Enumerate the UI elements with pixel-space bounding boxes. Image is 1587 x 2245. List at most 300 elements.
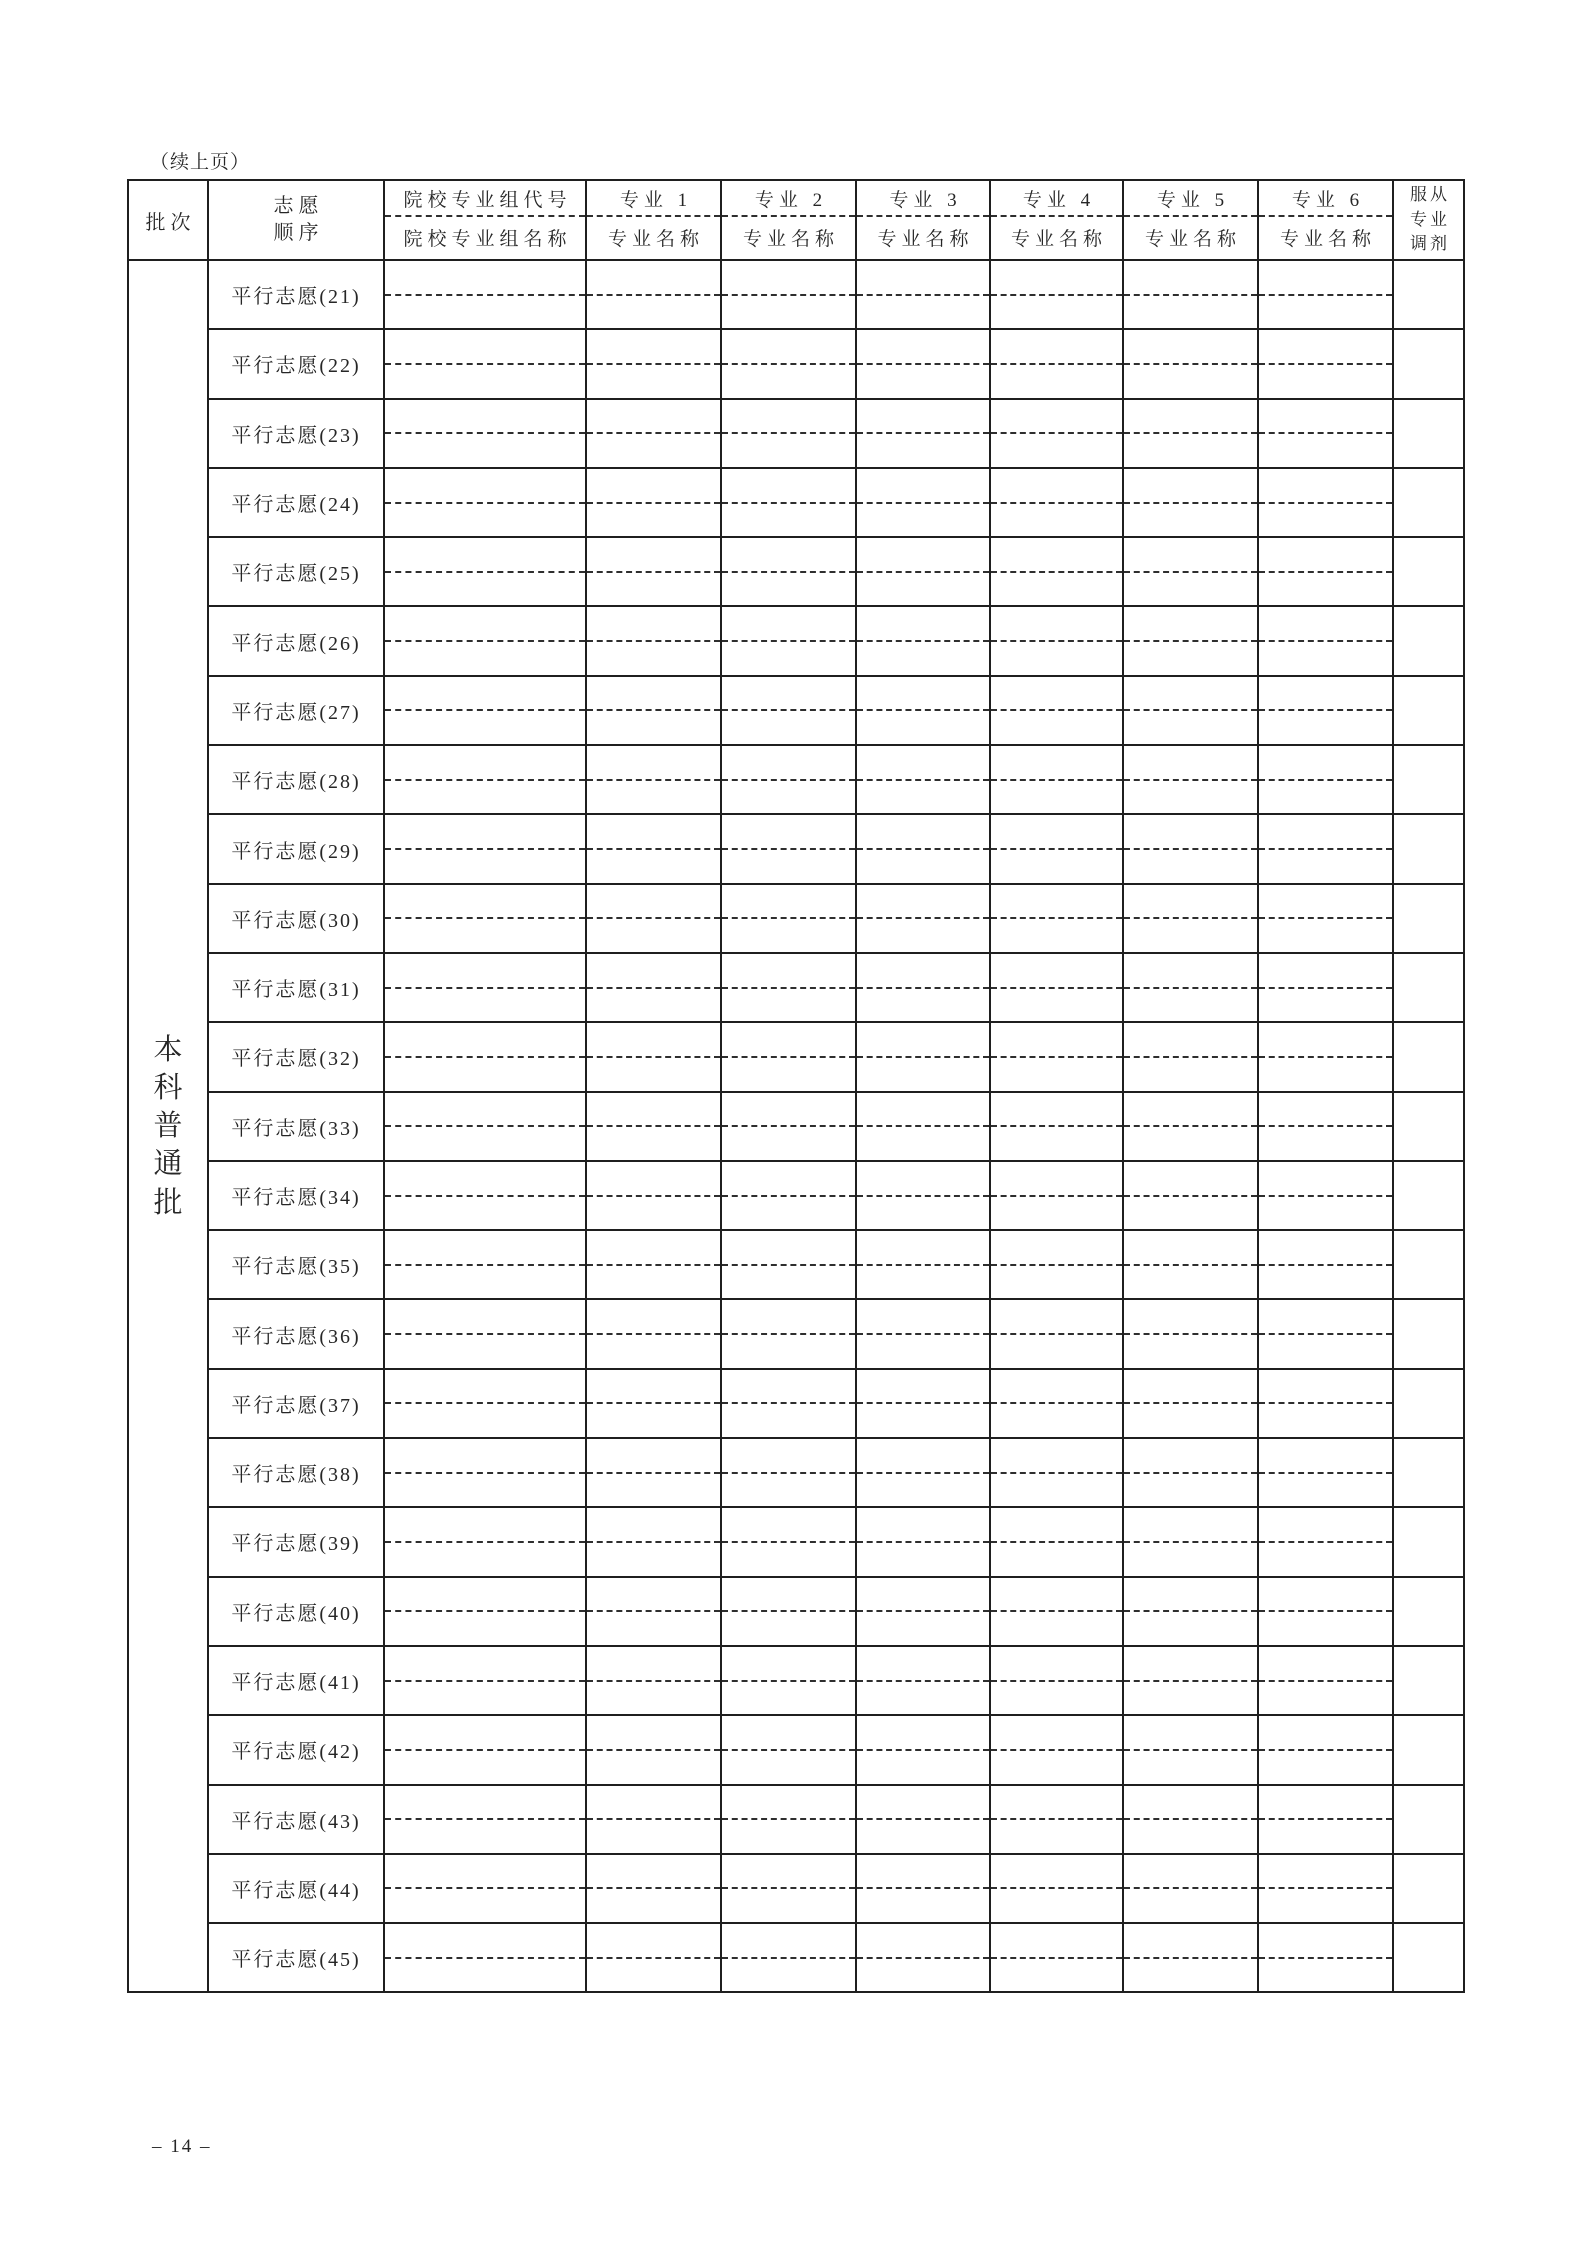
group-fill-cell	[384, 953, 586, 1022]
major-3-fill-cell	[856, 1369, 990, 1438]
fill-in-line	[587, 917, 720, 919]
fill-in-line	[1259, 1333, 1392, 1335]
fill-in-line	[991, 363, 1122, 365]
fill-in-line	[991, 1749, 1122, 1751]
table-row	[128, 468, 1464, 537]
major-5-fill-cell	[1123, 1022, 1258, 1091]
major-6-fill-cell	[1258, 676, 1393, 745]
fill-in-line	[857, 432, 989, 434]
fill-in-line	[991, 571, 1122, 573]
fill-in-line	[991, 987, 1122, 989]
adjust-fill-cell	[1393, 537, 1464, 606]
volunteer-table	[127, 179, 1465, 1993]
fill-in-line	[722, 1264, 855, 1266]
major-1-fill-cell	[586, 953, 721, 1022]
group-fill-cell	[384, 537, 586, 606]
major-2-fill-cell	[721, 884, 856, 953]
fill-in-line	[385, 640, 585, 642]
major-1-fill-cell	[586, 1230, 721, 1299]
fill-in-line	[857, 1125, 989, 1127]
table-row	[128, 329, 1464, 398]
adjust-fill-cell	[1393, 1785, 1464, 1854]
row-label: 平行志愿(37)	[208, 1369, 384, 1438]
adjust-fill-cell	[1393, 468, 1464, 537]
major-5-fill-cell	[1123, 1369, 1258, 1438]
fill-in-line	[385, 1056, 585, 1058]
major-5-fill-cell	[1123, 1299, 1258, 1368]
major-4-fill-cell	[990, 676, 1123, 745]
major-5-fill-cell	[1123, 1785, 1258, 1854]
fill-in-line	[1124, 848, 1257, 850]
fill-in-line	[1259, 1610, 1392, 1612]
major-1-fill-cell	[586, 1161, 721, 1230]
group-fill-cell	[384, 1230, 586, 1299]
major-3-fill-cell	[856, 1715, 990, 1784]
fill-in-line	[1124, 1957, 1257, 1959]
major-4-fill-cell	[990, 1507, 1123, 1576]
fill-in-line	[722, 363, 855, 365]
group-fill-cell	[384, 260, 586, 329]
page-number: – 14 –	[152, 2136, 212, 2157]
major-6-fill-cell	[1258, 953, 1393, 1022]
major-4-fill-cell	[990, 606, 1123, 675]
fill-in-line	[1259, 987, 1392, 989]
fill-in-line	[1124, 640, 1257, 642]
fill-in-line	[857, 1472, 989, 1474]
header-major	[721, 180, 856, 260]
adjust-fill-cell	[1393, 1715, 1464, 1784]
major-4-fill-cell	[990, 468, 1123, 537]
fill-in-line	[991, 1264, 1122, 1266]
fill-in-line	[722, 1749, 855, 1751]
row-label: 平行志愿(29)	[208, 814, 384, 883]
major-6-fill-cell	[1258, 1299, 1393, 1368]
fill-in-line	[385, 1333, 585, 1335]
major-3-fill-cell	[856, 399, 990, 468]
fill-in-line	[385, 363, 585, 365]
major-2-fill-cell	[721, 676, 856, 745]
major-4-fill-cell	[990, 399, 1123, 468]
fill-in-line	[587, 1887, 720, 1889]
row-label: 平行志愿(32)	[208, 1022, 384, 1091]
batch-cell	[128, 260, 208, 1992]
table-row	[128, 1646, 1464, 1715]
fill-in-line	[722, 779, 855, 781]
fill-in-line	[587, 1541, 720, 1543]
major-1-fill-cell	[586, 1923, 721, 1992]
header-major	[1123, 180, 1258, 260]
group-fill-cell	[384, 1646, 586, 1715]
fill-in-line	[991, 1887, 1122, 1889]
fill-in-line	[1124, 917, 1257, 919]
major-3-fill-cell	[856, 814, 990, 883]
major-3-fill-cell	[856, 1299, 990, 1368]
major-1-fill-cell	[586, 1646, 721, 1715]
fill-in-line	[722, 709, 855, 711]
fill-in-line	[857, 1402, 989, 1404]
fill-in-line	[991, 709, 1122, 711]
adjust-fill-cell	[1393, 884, 1464, 953]
major-5-fill-cell	[1123, 1230, 1258, 1299]
table-row	[128, 1923, 1464, 1992]
major-1-fill-cell	[586, 1507, 721, 1576]
major-3-fill-cell	[856, 745, 990, 814]
fill-in-line	[722, 1125, 855, 1127]
adjust-fill-cell	[1393, 1507, 1464, 1576]
major-5-fill-cell	[1123, 814, 1258, 883]
group-fill-cell	[384, 329, 586, 398]
fill-in-line	[857, 640, 989, 642]
fill-in-line	[587, 1056, 720, 1058]
fill-in-line	[1124, 571, 1257, 573]
fill-in-line	[385, 987, 585, 989]
fill-in-line	[857, 779, 989, 781]
fill-in-line	[1259, 432, 1392, 434]
fill-in-line	[991, 1125, 1122, 1127]
major-5-fill-cell	[1123, 1577, 1258, 1646]
fill-in-line	[1124, 432, 1257, 434]
fill-in-line	[385, 1264, 585, 1266]
major-6-fill-cell	[1258, 1785, 1393, 1854]
adjust-fill-cell	[1393, 399, 1464, 468]
major-6-fill-cell	[1258, 1854, 1393, 1923]
fill-in-line	[991, 1818, 1122, 1820]
major-3-fill-cell	[856, 1022, 990, 1091]
group-fill-cell	[384, 1507, 586, 1576]
fill-in-line	[385, 779, 585, 781]
header-major-title: 专业 1	[587, 182, 720, 217]
fill-in-line	[991, 1195, 1122, 1197]
fill-in-line	[1124, 1472, 1257, 1474]
major-4-fill-cell	[990, 1161, 1123, 1230]
header-major	[856, 180, 990, 260]
major-6-fill-cell	[1258, 1369, 1393, 1438]
row-label: 平行志愿(28)	[208, 745, 384, 814]
major-2-fill-cell	[721, 329, 856, 398]
major-3-fill-cell	[856, 537, 990, 606]
major-2-fill-cell	[721, 537, 856, 606]
fill-in-line	[1124, 1749, 1257, 1751]
header-group-code: 院校专业组代号	[385, 182, 585, 217]
fill-in-line	[385, 1541, 585, 1543]
fill-in-line	[722, 1402, 855, 1404]
adjust-fill-cell	[1393, 1438, 1464, 1507]
major-2-fill-cell	[721, 1369, 856, 1438]
fill-in-line	[587, 1333, 720, 1335]
header-order-line2: 顺序	[273, 222, 324, 244]
fill-in-line	[1259, 502, 1392, 504]
row-label: 平行志愿(43)	[208, 1785, 384, 1854]
fill-in-line	[722, 640, 855, 642]
row-label: 平行志愿(41)	[208, 1646, 384, 1715]
header-major-title: 专业 6	[1259, 182, 1392, 217]
major-6-fill-cell	[1258, 468, 1393, 537]
table-row	[128, 1577, 1464, 1646]
row-label: 平行志愿(40)	[208, 1577, 384, 1646]
major-3-fill-cell	[856, 1785, 990, 1854]
major-5-fill-cell	[1123, 1646, 1258, 1715]
major-2-fill-cell	[721, 1646, 856, 1715]
fill-in-line	[1259, 779, 1392, 781]
fill-in-line	[991, 1402, 1122, 1404]
major-1-fill-cell	[586, 1092, 721, 1161]
major-6-fill-cell	[1258, 606, 1393, 675]
major-6-fill-cell	[1258, 1715, 1393, 1784]
adjust-fill-cell	[1393, 1022, 1464, 1091]
adjust-fill-cell	[1393, 1230, 1464, 1299]
major-2-fill-cell	[721, 260, 856, 329]
fill-in-line	[385, 917, 585, 919]
major-2-fill-cell	[721, 1715, 856, 1784]
fill-in-line	[722, 1680, 855, 1682]
major-2-fill-cell	[721, 606, 856, 675]
fill-in-line	[1124, 1195, 1257, 1197]
group-fill-cell	[384, 1299, 586, 1368]
major-3-fill-cell	[856, 468, 990, 537]
adjust-fill-cell	[1393, 745, 1464, 814]
fill-in-line	[722, 1818, 855, 1820]
fill-in-line	[587, 1818, 720, 1820]
group-fill-cell	[384, 1577, 586, 1646]
fill-in-line	[991, 1680, 1122, 1682]
major-3-fill-cell	[856, 953, 990, 1022]
row-label: 平行志愿(22)	[208, 329, 384, 398]
header-major-title: 专业 4	[991, 182, 1122, 217]
group-fill-cell	[384, 468, 586, 537]
header-batch: 批次	[128, 180, 208, 260]
row-label: 平行志愿(27)	[208, 676, 384, 745]
fill-in-line	[722, 502, 855, 504]
table-row	[128, 399, 1464, 468]
major-5-fill-cell	[1123, 1854, 1258, 1923]
major-4-fill-cell	[990, 745, 1123, 814]
major-3-fill-cell	[856, 606, 990, 675]
major-1-fill-cell	[586, 606, 721, 675]
fill-in-line	[991, 502, 1122, 504]
row-label: 平行志愿(25)	[208, 537, 384, 606]
fill-in-line	[1259, 363, 1392, 365]
fill-in-line	[1259, 1887, 1392, 1889]
header-group-name: 院校专业组名称	[403, 229, 572, 251]
table-row	[128, 1507, 1464, 1576]
major-3-fill-cell	[856, 1577, 990, 1646]
header-group	[384, 180, 586, 260]
fill-in-line	[722, 432, 855, 434]
fill-in-line	[722, 987, 855, 989]
row-label: 平行志愿(45)	[208, 1923, 384, 1992]
major-1-fill-cell	[586, 1438, 721, 1507]
table-row	[128, 606, 1464, 675]
major-1-fill-cell	[586, 1022, 721, 1091]
major-5-fill-cell	[1123, 1438, 1258, 1507]
fill-in-line	[1124, 1264, 1257, 1266]
fill-in-line	[991, 1472, 1122, 1474]
header-order-line1: 志愿	[273, 195, 324, 217]
fill-in-line	[722, 1056, 855, 1058]
fill-in-line	[857, 571, 989, 573]
fill-in-line	[1259, 917, 1392, 919]
fill-in-line	[587, 987, 720, 989]
major-4-fill-cell	[990, 1923, 1123, 1992]
fill-in-line	[1259, 294, 1392, 296]
major-4-fill-cell	[990, 1438, 1123, 1507]
adjust-fill-cell	[1393, 1646, 1464, 1715]
fill-in-line	[385, 1680, 585, 1682]
table-row	[128, 1022, 1464, 1091]
group-fill-cell	[384, 399, 586, 468]
major-2-fill-cell	[721, 745, 856, 814]
major-2-fill-cell	[721, 1022, 856, 1091]
adjust-fill-cell	[1393, 1092, 1464, 1161]
row-label: 平行志愿(39)	[208, 1507, 384, 1576]
table-row	[128, 1369, 1464, 1438]
row-label: 平行志愿(38)	[208, 1438, 384, 1507]
major-4-fill-cell	[990, 814, 1123, 883]
fill-in-line	[587, 1680, 720, 1682]
header-major-subtitle: 专业名称	[877, 229, 974, 251]
table-row	[128, 1715, 1464, 1784]
adjust-fill-cell	[1393, 814, 1464, 883]
fill-in-line	[1259, 1472, 1392, 1474]
fill-in-line	[587, 1195, 720, 1197]
major-2-fill-cell	[721, 1161, 856, 1230]
table-row	[128, 1438, 1464, 1507]
row-label: 平行志愿(24)	[208, 468, 384, 537]
fill-in-line	[1124, 1818, 1257, 1820]
adjust-fill-cell	[1393, 953, 1464, 1022]
adjust-fill-cell	[1393, 1854, 1464, 1923]
major-4-fill-cell	[990, 329, 1123, 398]
major-3-fill-cell	[856, 1507, 990, 1576]
table-row	[128, 1299, 1464, 1368]
fill-in-line	[991, 1541, 1122, 1543]
major-2-fill-cell	[721, 1923, 856, 1992]
fill-in-line	[991, 294, 1122, 296]
fill-in-line	[991, 1056, 1122, 1058]
major-6-fill-cell	[1258, 1438, 1393, 1507]
fill-in-line	[385, 1195, 585, 1197]
header-major-subtitle: 专业名称	[1010, 229, 1107, 251]
group-fill-cell	[384, 1369, 586, 1438]
fill-in-line	[1259, 1749, 1392, 1751]
major-3-fill-cell	[856, 1923, 990, 1992]
fill-in-line	[857, 1056, 989, 1058]
adjust-fill-cell	[1393, 260, 1464, 329]
adjust-fill-cell	[1393, 1577, 1464, 1646]
fill-in-line	[1259, 1541, 1392, 1543]
header-major-subtitle: 专业名称	[1144, 229, 1241, 251]
major-3-fill-cell	[856, 329, 990, 398]
fill-in-line	[587, 1749, 720, 1751]
fill-in-line	[857, 1610, 989, 1612]
major-6-fill-cell	[1258, 260, 1393, 329]
fill-in-line	[1124, 709, 1257, 711]
fill-in-line	[385, 1472, 585, 1474]
row-label: 平行志愿(36)	[208, 1299, 384, 1368]
major-1-fill-cell	[586, 537, 721, 606]
major-4-fill-cell	[990, 1092, 1123, 1161]
fill-in-line	[857, 1195, 989, 1197]
major-4-fill-cell	[990, 884, 1123, 953]
major-6-fill-cell	[1258, 1092, 1393, 1161]
adjust-fill-cell	[1393, 1299, 1464, 1368]
major-5-fill-cell	[1123, 1923, 1258, 1992]
fill-in-line	[385, 1125, 585, 1127]
adjust-fill-cell	[1393, 329, 1464, 398]
major-4-fill-cell	[990, 1854, 1123, 1923]
fill-in-line	[857, 987, 989, 989]
major-5-fill-cell	[1123, 745, 1258, 814]
group-fill-cell	[384, 1785, 586, 1854]
major-6-fill-cell	[1258, 1507, 1393, 1576]
major-2-fill-cell	[721, 1785, 856, 1854]
row-label: 平行志愿(33)	[208, 1092, 384, 1161]
adjust-fill-cell	[1393, 1369, 1464, 1438]
table-row	[128, 1092, 1464, 1161]
row-label: 平行志愿(34)	[208, 1161, 384, 1230]
fill-in-line	[1259, 1195, 1392, 1197]
major-6-fill-cell	[1258, 537, 1393, 606]
header-major-title: 专业 2	[722, 182, 855, 217]
table-row	[128, 260, 1464, 329]
major-1-fill-cell	[586, 745, 721, 814]
adjust-fill-cell	[1393, 1923, 1464, 1992]
fill-in-line	[385, 709, 585, 711]
fill-in-line	[857, 1264, 989, 1266]
fill-in-line	[1259, 1957, 1392, 1959]
major-5-fill-cell	[1123, 1507, 1258, 1576]
group-fill-cell	[384, 1854, 586, 1923]
fill-in-line	[1124, 1402, 1257, 1404]
table-row	[128, 1230, 1464, 1299]
major-4-fill-cell	[990, 1299, 1123, 1368]
group-fill-cell	[384, 676, 586, 745]
major-1-fill-cell	[586, 1577, 721, 1646]
fill-in-line	[1259, 1056, 1392, 1058]
fill-in-line	[385, 432, 585, 434]
fill-in-line	[385, 1610, 585, 1612]
fill-in-line	[587, 294, 720, 296]
table-row	[128, 1854, 1464, 1923]
fill-in-line	[1124, 1541, 1257, 1543]
header-major-subtitle: 专业名称	[1279, 229, 1376, 251]
fill-in-line	[857, 1887, 989, 1889]
major-2-fill-cell	[721, 814, 856, 883]
major-2-fill-cell	[721, 1092, 856, 1161]
fill-in-line	[1259, 571, 1392, 573]
group-fill-cell	[384, 814, 586, 883]
row-label: 平行志愿(23)	[208, 399, 384, 468]
group-fill-cell	[384, 745, 586, 814]
fill-in-line	[587, 1125, 720, 1127]
header-adjust-line1: 服从	[1410, 185, 1450, 205]
major-5-fill-cell	[1123, 1715, 1258, 1784]
fill-in-line	[385, 1749, 585, 1751]
continued-note: （续上页）	[150, 152, 251, 173]
major-1-fill-cell	[586, 814, 721, 883]
fill-in-line	[857, 917, 989, 919]
fill-in-line	[857, 294, 989, 296]
fill-in-line	[991, 848, 1122, 850]
fill-in-line	[385, 1957, 585, 1959]
major-2-fill-cell	[721, 953, 856, 1022]
fill-in-line	[587, 502, 720, 504]
table-row	[128, 1785, 1464, 1854]
major-6-fill-cell	[1258, 399, 1393, 468]
fill-in-line	[1124, 502, 1257, 504]
table-row	[128, 745, 1464, 814]
major-3-fill-cell	[856, 1438, 990, 1507]
